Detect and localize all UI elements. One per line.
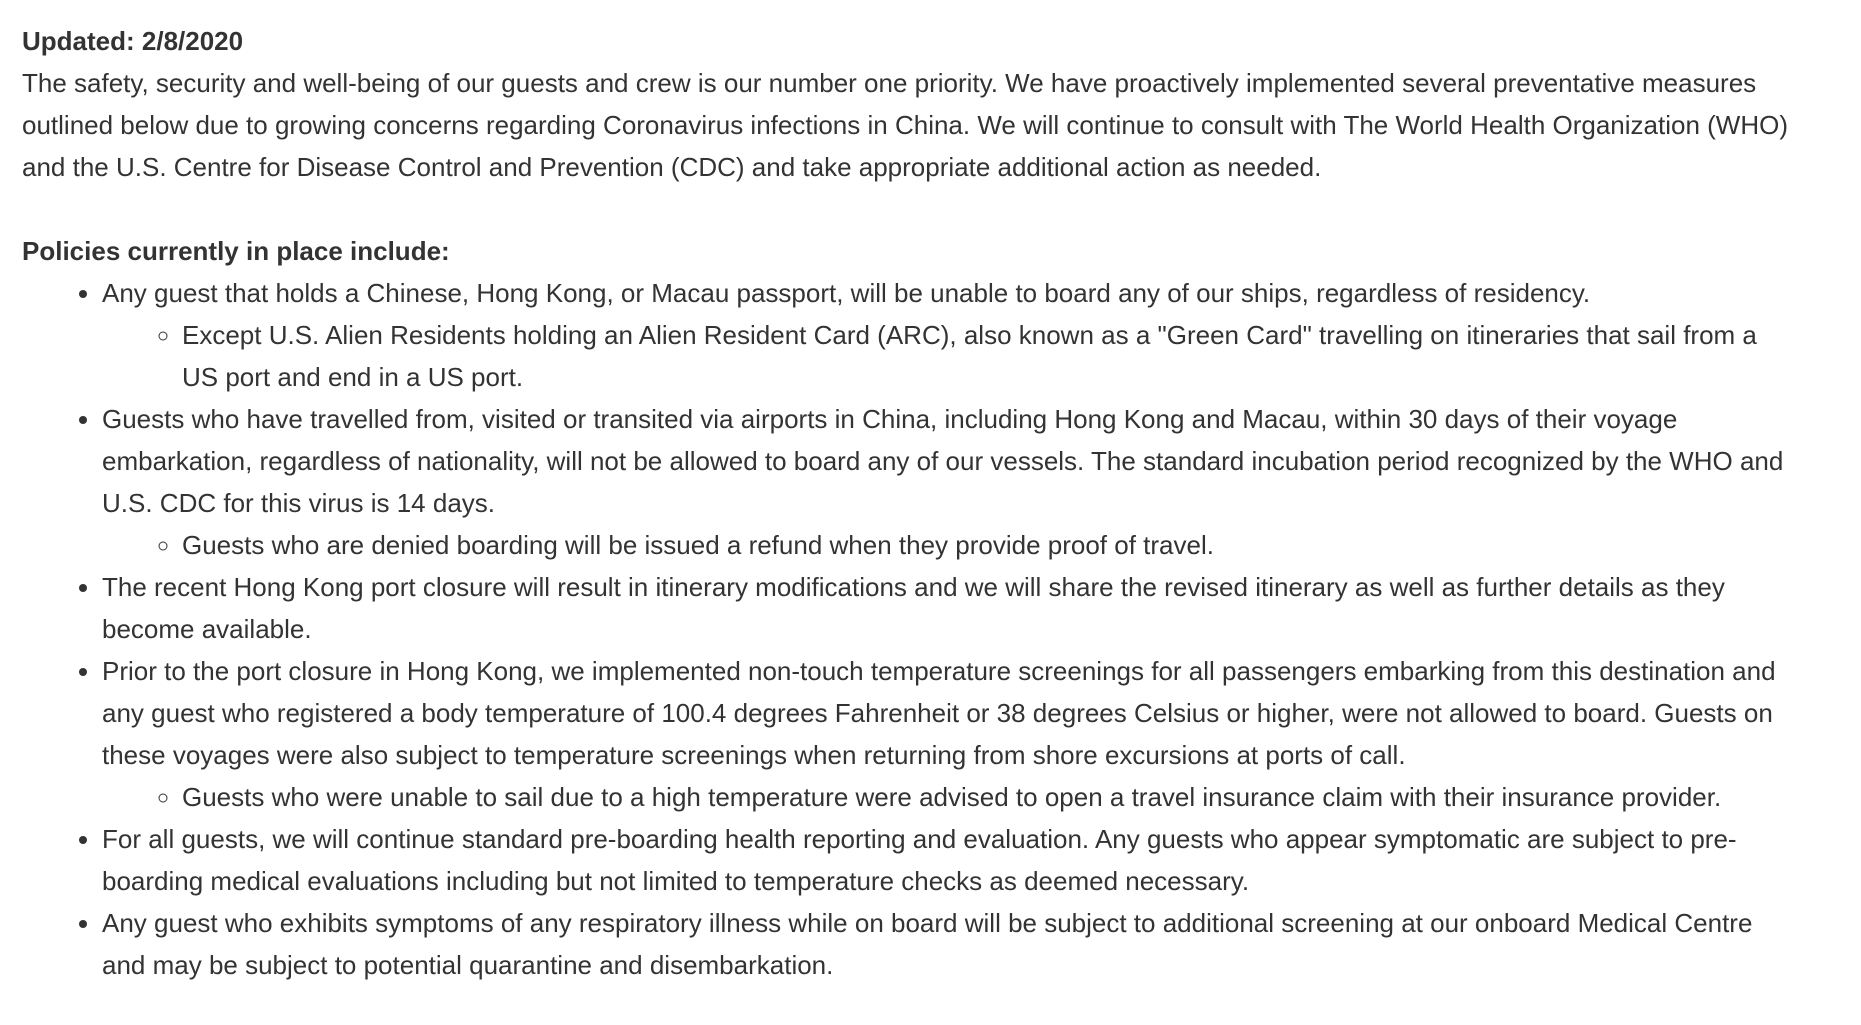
policy-item-passport	[102, 272, 1795, 398]
policy-text: The recent Hong Kong port closure will result in itinerary modifications and we will share the revised itinerary as well as further details as they become available.	[102, 572, 1725, 644]
policy-item-temperature-screening	[102, 650, 1795, 818]
updated-date: Updated: 2/8/2020	[22, 26, 244, 56]
policy-subitem-refund	[182, 524, 1795, 566]
policy-item-pre-boarding	[102, 818, 1795, 902]
policy-subitem-insurance	[182, 776, 1795, 818]
policy-text: Any guest that holds a Chinese, Hong Kong, or Macau passport, will be unable to board any of our ships, regardless of residency.	[102, 278, 1591, 308]
policy-text: Guests who have travelled from, visited or transited via airports in China, including Hong Kong and Macau, within 30 days of their voyage embarkation, regardless of nationality, will not be allowed to board any of our vessels. The standard incubation period recognized by the WHO and U.S. CDC for this virus is 14 days.	[102, 404, 1784, 518]
policy-subtext: Guests who are denied boarding will be issued a refund when they provide proof of travel.	[182, 530, 1214, 560]
intro-paragraph: The safety, security and well-being of our guests and crew is our number one priority. We have proactively implemented several preventative measures outlined below due to growing concerns regarding Coronavirus infections in China. We will continue to consult with The World Health Organization (WHO) and the U.S. Centre for Disease Control and Prevention (CDC) and take appropriate additional action as needed.	[22, 68, 1788, 182]
policy-subtext: Guests who were unable to sail due to a high temperature were advised to open a travel insurance claim with their insurance provider.	[182, 782, 1722, 812]
policy-item-travel-history	[102, 398, 1795, 566]
policy-subtext: Except U.S. Alien Residents holding an Alien Resident Card (ARC), also known as a "Green Card" travelling on itineraries that sail from a US port and end in a US port.	[182, 320, 1757, 392]
policy-text: Any guest who exhibits symptoms of any respiratory illness while on board will be subject to additional screening at our onboard Medical Centre and may be subject to potential quarantine and disembarkation.	[102, 908, 1753, 980]
policy-sublist	[102, 524, 1795, 566]
policy-item-port-closure	[102, 566, 1795, 650]
policy-text: Prior to the port closure in Hong Kong, we implemented non-touch temperature screenings for all passengers embarking from this destination and any guest who registered a body temperature of 100.4 degrees Fahrenheit or 38 degrees Celsius or higher, were not allowed to board. Guests on these voyages were also subject to temperature screenings when returning from shore excursions at ports of call.	[102, 656, 1776, 770]
policy-item-onboard-illness	[102, 902, 1795, 986]
policy-sublist	[102, 776, 1795, 818]
policy-text: For all guests, we will continue standard pre-boarding health reporting and evaluation. Any guests who appear symptomatic are subject to pre-boarding medical evaluations including but not limited to temperature checks as deemed necessary.	[102, 824, 1737, 896]
policies-heading: Policies currently in place include:	[22, 236, 450, 266]
policies-list	[22, 272, 1795, 986]
policy-subitem-green-card	[182, 314, 1795, 398]
policy-sublist	[102, 314, 1795, 398]
